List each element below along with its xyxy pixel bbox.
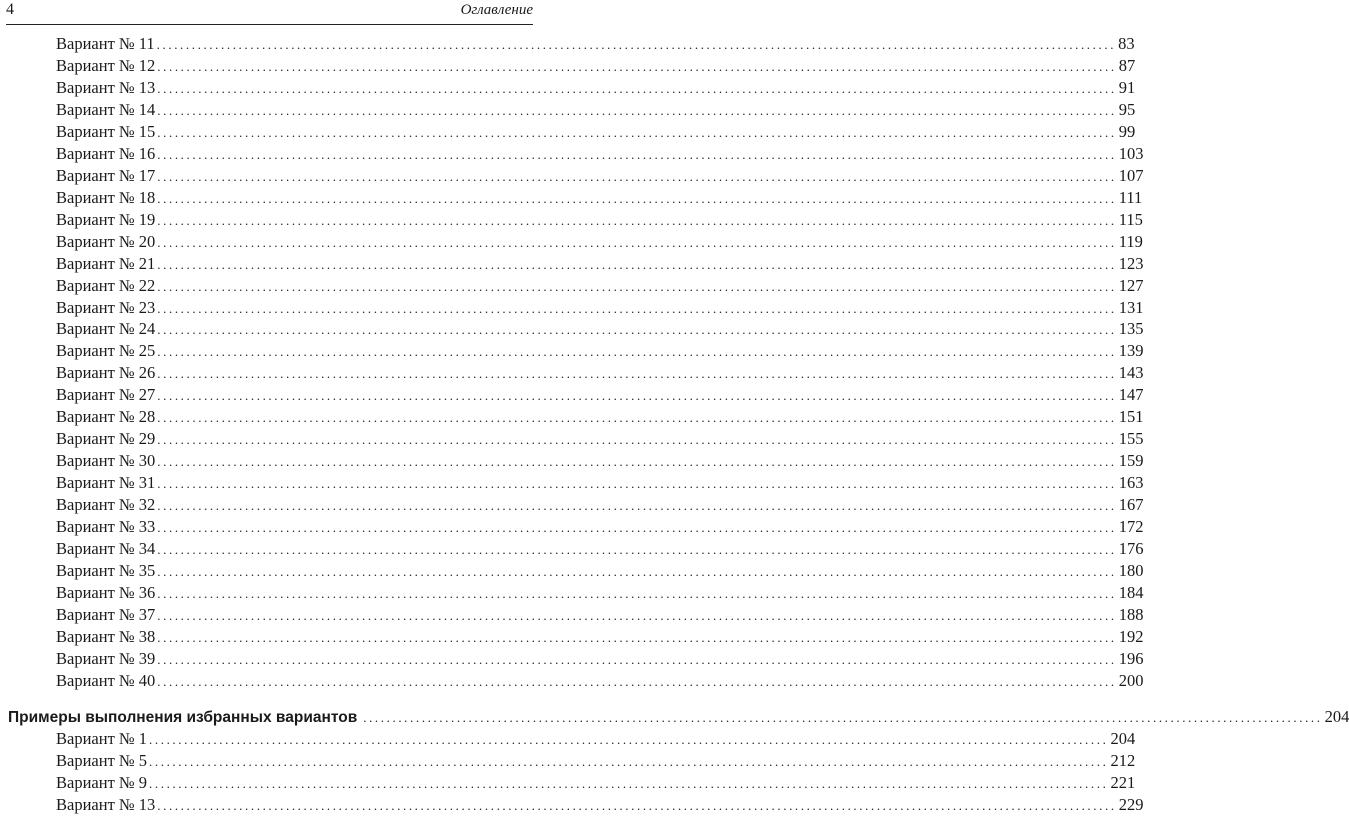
- toc-page-number: 143: [1118, 363, 1144, 383]
- toc-page-number: 103: [1118, 143, 1144, 163]
- toc-entry[interactable]: [56, 297, 1144, 319]
- dot-leader: ....................................................................................................................................................................: [156, 37, 1117, 52]
- toc-page-number: 176: [1118, 539, 1144, 559]
- toc-entry[interactable]: [56, 231, 1143, 253]
- dot-leader: ....................................................................................................................................................................: [157, 520, 1117, 536]
- toc-page-number: 123: [1118, 253, 1144, 273]
- dot-leader: ....................................................................................................................................................................: [157, 629, 1117, 645]
- dot-leader: ....................................................................................................................................................................: [157, 366, 1117, 382]
- toc-page-number: 200: [1118, 670, 1144, 690]
- dot-leader: ....................................................................................................................................................................: [157, 102, 1117, 118]
- toc-page-number: 135: [1118, 319, 1144, 339]
- toc-entry-label: Вариант № 13: [56, 794, 156, 814]
- dot-leader: ....................................................................................................................................................................: [157, 454, 1117, 470]
- toc-entry[interactable]: [56, 472, 1144, 494]
- dot-leader: ....................................................................................................................................................................: [157, 476, 1117, 492]
- toc-entry[interactable]: [56, 362, 1144, 384]
- toc-page-number: 107: [1118, 165, 1144, 185]
- dot-leader: ....................................................................................................................................................................: [157, 322, 1117, 338]
- toc-entry[interactable]: [56, 209, 1143, 231]
- toc-entry[interactable]: [56, 582, 1144, 604]
- dot-leader: ....................................................................................................................................................................: [157, 124, 1117, 140]
- toc-entry[interactable]: [56, 187, 1143, 209]
- dot-leader: ....................................................................................................................................................................: [149, 732, 1109, 747]
- toc-page-number: 188: [1118, 604, 1144, 624]
- dot-leader: ....................................................................................................................................................................: [157, 58, 1117, 74]
- dot-leader: ....................................................................................................................................................................: [157, 168, 1117, 184]
- toc-entry-label: Вариант № 28: [56, 407, 156, 427]
- toc-entry-label: Вариант № 32: [56, 495, 156, 515]
- toc-page-number: 151: [1118, 407, 1144, 427]
- dot-leader: ....................................................................................................................................................................: [157, 797, 1117, 813]
- toc-page-number: 91: [1118, 77, 1136, 97]
- dot-leader: ....................................................................................................................................................................: [157, 607, 1117, 623]
- toc-entry[interactable]: [56, 253, 1144, 275]
- toc-page-number: 87: [1118, 55, 1136, 75]
- toc-entry-label: Вариант № 15: [56, 121, 156, 141]
- toc-page-number: 172: [1118, 517, 1144, 537]
- toc-entry[interactable]: [56, 750, 1136, 772]
- toc-entry-label: Вариант № 5: [56, 750, 148, 770]
- toc-page-number: 180: [1118, 561, 1144, 581]
- toc-page-number: 155: [1118, 429, 1144, 449]
- dot-leader: ....................................................................................................................................................................: [157, 300, 1117, 316]
- toc-entry[interactable]: [56, 516, 1144, 538]
- toc-entry[interactable]: [56, 604, 1144, 626]
- dot-leader: ....................................................................................................................................................................: [157, 344, 1117, 360]
- toc-entry-label: Вариант № 9: [56, 772, 148, 792]
- toc-entry-label: Вариант № 31: [56, 473, 156, 493]
- toc-entry[interactable]: [56, 318, 1144, 340]
- toc-page-number: 95: [1118, 99, 1136, 119]
- dot-leader: ....................................................................................................................................................................: [157, 498, 1117, 514]
- page-header: [6, 0, 533, 24]
- toc-entry-label: Вариант № 33: [56, 517, 156, 537]
- toc-page-number: 192: [1118, 626, 1144, 646]
- toc-entry[interactable]: [56, 143, 1144, 165]
- toc-entry-label: Вариант № 18: [56, 187, 156, 207]
- toc-entry-label: Вариант № 26: [56, 363, 156, 383]
- toc-entry[interactable]: [56, 55, 1136, 77]
- toc-page-number: 119: [1118, 231, 1143, 251]
- toc-entry-label: Вариант № 30: [56, 451, 156, 471]
- dot-leader: ....................................................................................................................................................................: [157, 234, 1117, 250]
- page-number: 4: [6, 1, 14, 18]
- toc-entry-label: Вариант № 35: [56, 561, 156, 581]
- toc-entry-label: Вариант № 39: [56, 648, 156, 668]
- toc-entry-label: Вариант № 25: [56, 341, 156, 361]
- dot-leader: ....................................................................................................................................................................: [157, 564, 1117, 580]
- toc-entry-label: Вариант № 11: [56, 34, 155, 53]
- toc-entry[interactable]: [56, 33, 1135, 55]
- toc-entry-label: Вариант № 40: [56, 670, 156, 690]
- toc-page-number: 111: [1118, 187, 1143, 207]
- toc-entry-label: Вариант № 16: [56, 143, 156, 163]
- toc-entry[interactable]: [56, 794, 1144, 816]
- dot-leader: ....................................................................................................................................................................: [157, 80, 1117, 96]
- toc-page-number: 159: [1118, 451, 1144, 471]
- toc-entry[interactable]: [56, 772, 1136, 794]
- toc-page-number: 212: [1110, 750, 1136, 770]
- toc-entry-label: Вариант № 38: [56, 626, 156, 646]
- toc-entry[interactable]: [56, 428, 1144, 450]
- toc-entry-label: Вариант № 14: [56, 99, 156, 119]
- toc-page-number: 221: [1110, 772, 1136, 792]
- toc-page-number: 147: [1118, 385, 1144, 405]
- dot-leader: ....................................................................................................................................................................: [157, 190, 1117, 206]
- toc-entry-label: Вариант № 36: [56, 583, 156, 602]
- toc-page-number: 163: [1118, 473, 1144, 493]
- toc-entry-label: Вариант № 23: [56, 297, 156, 317]
- toc-page-number: 204: [1110, 729, 1136, 748]
- toc-entry[interactable]: [56, 538, 1144, 560]
- toc-entry-label: Вариант № 29: [56, 429, 156, 449]
- toc-entry[interactable]: [56, 275, 1144, 297]
- toc-entry[interactable]: [56, 99, 1136, 121]
- toc-entry-label: Вариант № 27: [56, 385, 156, 405]
- dot-leader: ....................................................................................................................................................................: [157, 410, 1117, 426]
- toc-entry-label: Вариант № 34: [56, 539, 156, 559]
- toc-entry-label: Вариант № 12: [56, 55, 156, 75]
- dot-leader: ....................................................................................................................................................................: [149, 775, 1109, 791]
- running-title: Оглавление: [460, 2, 533, 18]
- toc-page-number: 131: [1118, 297, 1144, 317]
- toc-page-number: 139: [1118, 341, 1144, 361]
- toc-entry-label: Вариант № 1: [56, 729, 148, 748]
- dot-leader: ....................................................................................................................................................................: [157, 256, 1117, 272]
- header-rule: [6, 24, 533, 25]
- toc-entry[interactable]: [56, 494, 1144, 516]
- dot-leader: ....................................................................................................................................................................: [157, 673, 1117, 689]
- toc-entry-label: Примеры выполнения избранных вариантов: [8, 709, 358, 726]
- toc-entry-label: Вариант № 37: [56, 604, 156, 624]
- dot-leader: ....................................................................................................................................................................: [157, 542, 1117, 558]
- toc-page-number: 204: [1324, 707, 1349, 726]
- toc-page-number: 99: [1118, 121, 1136, 141]
- dot-leader: ....................................................................................................................................................................: [149, 753, 1109, 769]
- dot-leader: ....................................................................................................................................................................: [157, 388, 1117, 404]
- toc-entry[interactable]: [56, 77, 1136, 99]
- dot-leader: ....................................................................................................................................................................: [157, 146, 1117, 162]
- toc-entry[interactable]: [56, 728, 1136, 750]
- toc-page-number: 184: [1118, 583, 1144, 602]
- dot-leader: ....................................................................................................................................................................: [157, 586, 1117, 601]
- toc-entry-label: Вариант № 19: [56, 209, 156, 229]
- toc-page-number: 127: [1118, 275, 1144, 295]
- toc-page-number: 115: [1118, 209, 1143, 229]
- dot-leader: ....................................................................................................................................................................: [157, 432, 1117, 448]
- toc-entry-label: Вариант № 21: [56, 253, 156, 273]
- toc-entry[interactable]: [56, 406, 1144, 428]
- toc-entry[interactable]: [56, 121, 1136, 143]
- dot-leader: ....................................................................................................................................................................: [157, 212, 1117, 228]
- toc-entry-label: Вариант № 20: [56, 231, 156, 251]
- dot-leader: ....................................................................................................................................................................: [157, 278, 1117, 294]
- toc-entry-label: Вариант № 17: [56, 165, 156, 185]
- dot-leader: ....................................................................................................................................................................: [363, 710, 1323, 725]
- toc-entry[interactable]: [56, 384, 1144, 406]
- toc-page-number: 229: [1118, 794, 1144, 814]
- toc-entry-label: Вариант № 24: [56, 319, 156, 339]
- toc-entry[interactable]: [56, 670, 1144, 692]
- toc-entry[interactable]: [56, 450, 1144, 472]
- toc-entry-label: Вариант № 13: [56, 77, 156, 97]
- toc-page-number: 167: [1118, 495, 1144, 515]
- toc-page-number: 83: [1118, 34, 1135, 53]
- toc-entry[interactable]: [56, 340, 1144, 362]
- toc-entry[interactable]: [56, 165, 1144, 187]
- toc-page-number: 196: [1118, 648, 1144, 668]
- toc-entry[interactable]: [56, 560, 1144, 582]
- toc-entry[interactable]: [56, 626, 1144, 648]
- toc-section-heading[interactable]: [8, 706, 1349, 728]
- dot-leader: ....................................................................................................................................................................: [157, 651, 1117, 667]
- toc-entry-label: Вариант № 22: [56, 275, 156, 295]
- toc-entry[interactable]: [56, 648, 1144, 670]
